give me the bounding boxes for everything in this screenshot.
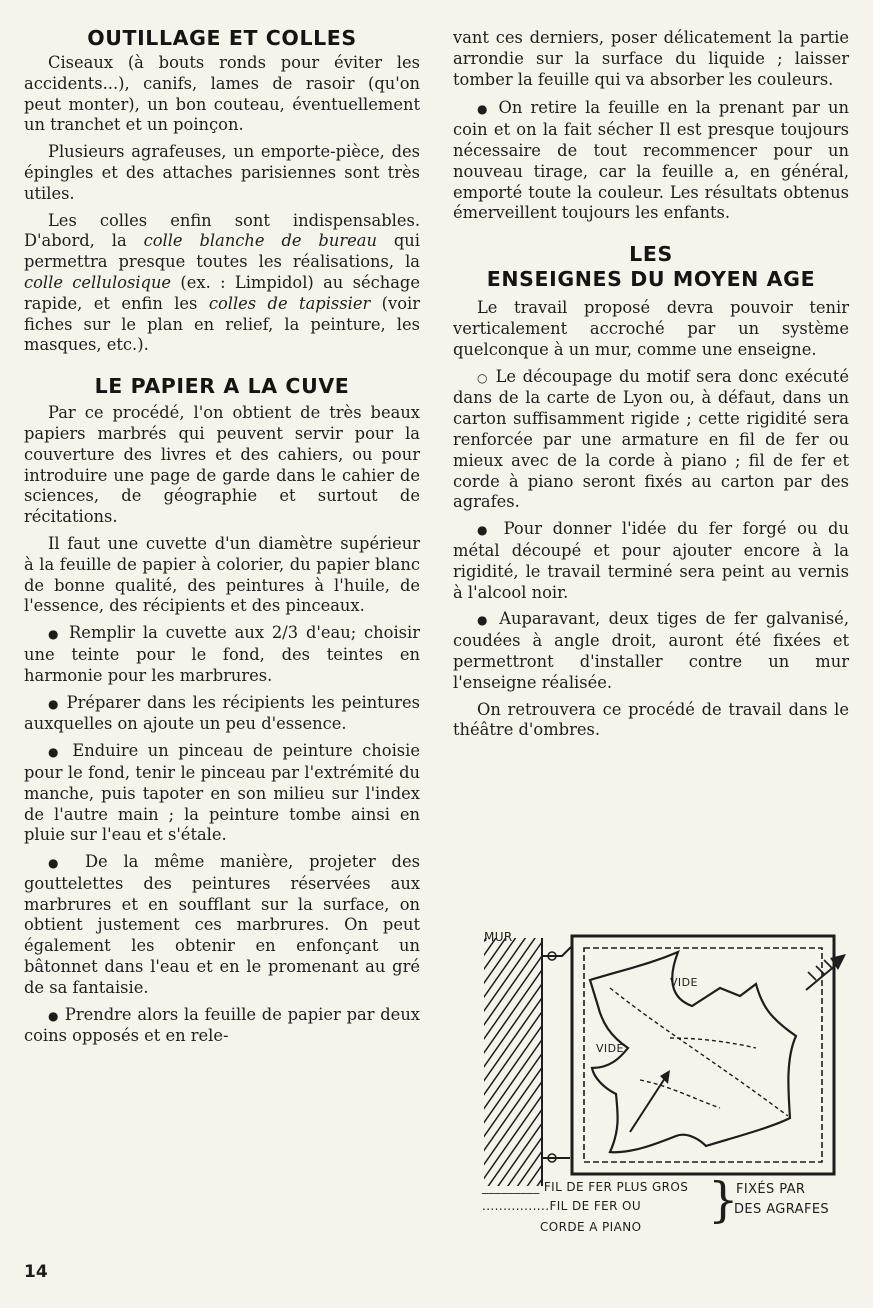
label-mur: MUR (484, 930, 513, 944)
bullet-paragraph: ● Auparavant, deux tiges de fer galvanisé, coudées à angle droit, auront été fixées et permettront d'installer contre un mur l'enseigne réalisée. (453, 609, 849, 692)
section-title-papier-cuve: LE PAPIER A LA CUVE (94, 374, 350, 399)
paragraph: Ciseaux (à bouts ronds pour éviter les accidents...), canifs, lames de rasoir (qu'on peut monter), un bon couteau, éventuellement un tranchet et un poinçon. (24, 53, 420, 135)
brace-icon: } (708, 1172, 739, 1228)
bullet-icon: ● (48, 745, 63, 760)
left-column (24, 0, 420, 1047)
page-number: 14 (24, 1262, 48, 1282)
legend-agrafes: DES AGRAFES (734, 1202, 830, 1217)
label-vide-2: VIDE (596, 1042, 624, 1055)
paragraph: Il faut une cuvette d'un diamètre supérieur à la feuille de papier à colorier, du papier blanc de bonne qualité, des peintures à l'huile, de l'essence, des récipients et des pinceaux. (24, 533, 420, 616)
bullet-icon: ● (477, 613, 491, 628)
bullet-paragraph: ● Préparer dans les récipients les peintures auxquelles on ajoute un peu d'essence. (24, 692, 420, 734)
paragraph: Par ce procédé, l'on obtient de très beaux papiers marbrés qui peuvent servir pour la couverture des livres et des cahiers, ou pour introduire une page de garde dans le cahier de sciences, de géographie et surtout de récitations. (24, 403, 420, 527)
enseigne-figure (470, 918, 850, 1243)
section-title-outillage: OUTILLAGE ET COLLES (87, 26, 357, 50)
bullet-icon: ○ (477, 370, 489, 385)
right-column (453, 0, 849, 741)
bullet-paragraph: ● Pour donner l'idée du fer forgé ou du métal découpé et pour ajouter encore à la rigidité, le travail terminé sera peint au vernis à l'alcool noir. (453, 519, 849, 602)
top-bracket (542, 946, 572, 956)
bullet-paragraph: ○ Le découpage du motif sera donc exécuté dans de la carte de Lyon ou, à défaut, dans un carton suffisamment rigide ; cette rigidité sera renforcée par une armature en fil de fer ou mieux avec de la corde à piano ; fil de fer et corde à piano seront fixés au carton par des agrafes. (453, 366, 849, 512)
section-title-enseignes: ENSEIGNES DU MOYEN AGE (486, 267, 816, 292)
label-vide-1: VIDE (670, 976, 698, 989)
paragraph: On retrouvera ce procédé de travail dans le théâtre d'ombres. (453, 699, 849, 740)
bullet-paragraph: ● Prendre alors la feuille de papier par deux coins opposés et en rele- (24, 1004, 420, 1046)
bullet-icon: ● (477, 102, 491, 117)
legend-fixes-par: FIXÉS PAR (736, 1182, 806, 1197)
bullet-paragraph: ● Enduire un pinceau de peinture choisie pour le fond, tenir le pinceau par l'extrémité du manche, puis tapoter en son milieu sur l'index de l'autre main ; la peinture tombe ainsi en pluie sur l'eau et s'étale. (24, 741, 420, 845)
leaf-vein (610, 988, 788, 1116)
paragraph: Le travail proposé devra pouvoir tenir verticalement accroché par un système quelconque à un mur, comme une enseigne. (453, 298, 849, 359)
bullet-icon: ● (48, 627, 62, 642)
paragraph: Plusieurs agrafeuses, un emporte-pièce, des épingles et des attaches parisiennes sont très utiles. (24, 142, 420, 203)
bullet-icon: ● (48, 1008, 60, 1023)
section-title-les: LES (629, 242, 673, 267)
paragraph: Les colles enfin sont indispensables. D'abord, la colle blanche de bureau qui permettra presque toutes les réalisations, la colle cellulosique (ex. : Limpidol) au séchage rapide, et enfin les colles de tapissier (voir fiches sur le plan en relief, la peinture, les masques, etc.). (24, 210, 421, 355)
bullet-icon: ● (477, 523, 493, 538)
bullet-paragraph: ● On retire la feuille en la prenant par un coin et on la fait sécher Il est presque toujours nécessaire de tout recommencer pour un nouveau tirage, car la feuille a, en général, emporté toute la couleur. Les résultats obtenus émerveillent toujours les enfants. (453, 98, 849, 223)
paragraph: vant ces derniers, poser délicatement la partie arrondie sur la surface du liquide ; laisser tomber la feuille qui va absorber les couleurs. (453, 28, 849, 89)
legend-corde: CORDE A PIANO (540, 1220, 642, 1234)
bullet-paragraph: ● De la même manière, projeter des gouttelettes des peintures réservées aux marbrures et en soufflant sur la surface, on obtient justement ces marbrures. On peut également les obtenir en enfonçant un bâtonnet dans l'eau et en le promenant au gré de sa fantaisie. (24, 852, 420, 997)
wall-hatching (484, 938, 542, 1186)
bullet-icon: ● (48, 696, 60, 711)
bullet-paragraph: ● Remplir la cuvette aux 2/3 d'eau; choisir une teinte pour le fond, des teintes en harmonie pour les marbrures. (24, 623, 420, 685)
legend-fil-gros: _________ FIL DE FER PLUS GROS (482, 1180, 689, 1194)
bullet-icon: ● (48, 856, 70, 871)
legend-fil-fer: ................FIL DE FER OU (482, 1199, 642, 1213)
